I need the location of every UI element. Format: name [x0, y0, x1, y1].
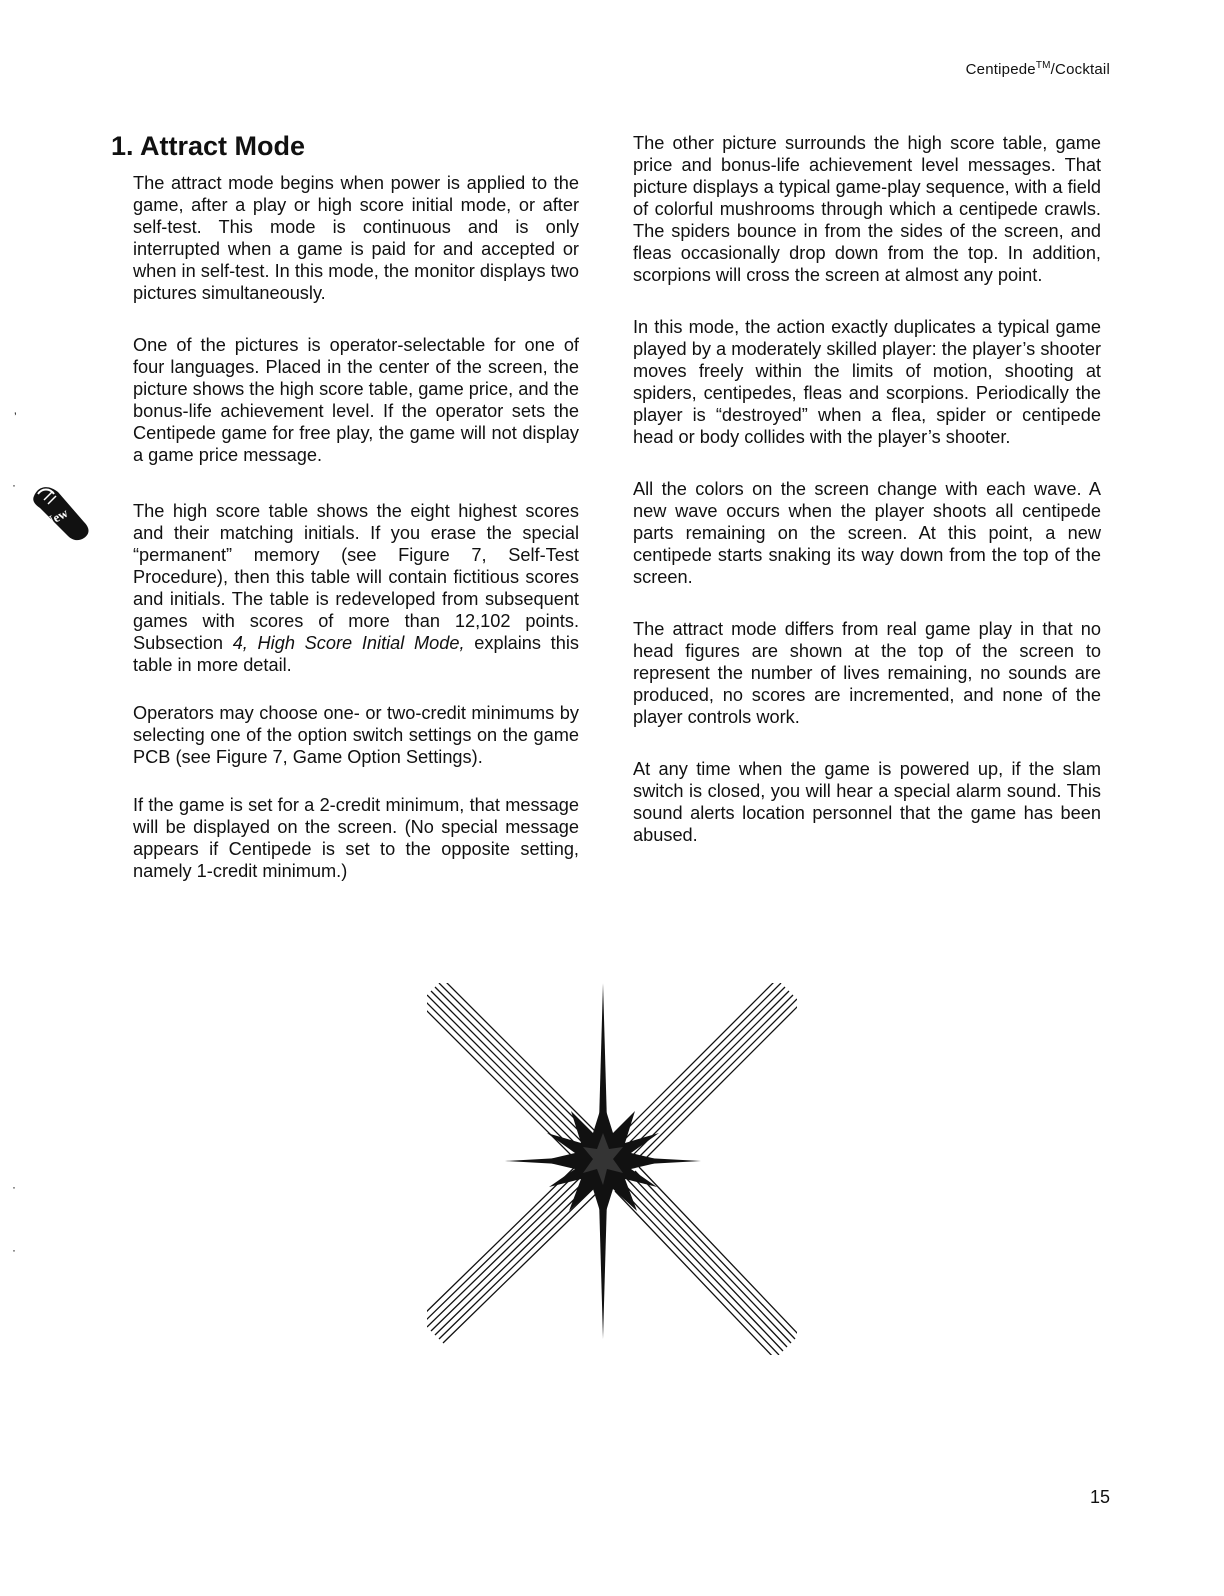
scan-mark: ·	[12, 478, 16, 492]
subsection-reference: 4, High Score Initial Mode,	[232, 633, 465, 653]
new-badge-label: New	[41, 505, 71, 530]
left-column	[111, 130, 579, 908]
hatch-arm-top-left	[427, 983, 603, 1163]
scan-mark: ·	[12, 1243, 16, 1257]
high-score-paragraph	[133, 500, 579, 676]
pointing-hand-new-icon	[28, 482, 94, 546]
scan-mark: ’	[14, 410, 17, 424]
paragraph: All the colors on the screen change with each wave. A new wave occurs when the player shoots all centipede parts remaining on the screen. At this point, a new centipede starts snaking its way down from the top of the screen.	[633, 479, 1101, 587]
scan-mark: ·	[12, 1180, 16, 1194]
header-game: Centipede	[965, 61, 1036, 78]
running-header	[966, 60, 1110, 78]
paragraph: One of the pictures is operator-selectable for one of four languages. Placed in the center of the screen, the picture shows the high score table, game price, and the bonus-life achievement level. If the operator sets the Centipede game for free play, the game will not display a game price message.	[133, 335, 579, 465]
right-column	[633, 132, 1101, 872]
starburst-illustration	[427, 983, 797, 1355]
hatch-arm-top-right	[617, 983, 797, 1163]
hatch-arm-bottom-right	[615, 1167, 797, 1355]
high-score-text-end: explains this table in more detail.	[133, 633, 579, 675]
paragraph: In this mode, the action exactly duplicates a typical game played by a moderately skilled player: the player’s shooter moves freely within the limits of motion, shooting at spiders, centipedes, fleas and scorpions. Periodically the player is “destroyed” when a flea, spider or centipede head or body collides with the player’s shooter.	[633, 317, 1101, 447]
high-score-text: The high score table shows the eight highest scores and their matching initials. If you erase the special “permanent” memory (see Figure 7, Self-Test Procedure), then this table will contain fictitious scores and initials. The table is redeveloped from subsequent games with scores of more than 12,102 points. Subsection	[133, 501, 579, 653]
paragraph: The attract mode differs from real game play in that no head figures are shown at the top of the screen to represent the number of lives remaining, no sounds are produced, no scores are incremented, and none of the player controls work.	[633, 619, 1101, 727]
paragraph: At any time when the game is powered up, if the slam switch is closed, you will hear a special alarm sound. This sound alerts location personnel that the game has been abused.	[633, 759, 1101, 845]
header-variant: /Cocktail	[1050, 61, 1110, 78]
hatch-arm-bottom-left	[427, 1163, 603, 1343]
paragraph: The other picture surrounds the high score table, game price and bonus-life achievement level messages. That picture displays a typical game-play sequence, with a field of colorful mushrooms through which a centipede crawls. The spiders bounce in from the sides of the screen, and fleas occasionally drop down from the top. In addition, scorpions will cross the screen at almost any point.	[633, 133, 1101, 285]
paragraph: The attract mode begins when power is applied to the game, after a play or high score initial mode, or after self-test. This mode is continuous and is only interrupted when a game is paid for and accepted or when in self-test. In this mode, the monitor displays two pictures simultaneously.	[133, 173, 579, 303]
section-title: 1. Attract Mode	[111, 131, 306, 161]
paragraph: If the game is set for a 2-credit minimum, that message will be displayed on the screen. (No special message appears if Centipede is set to the opposite setting, namely 1-credit minimum.)	[133, 795, 579, 881]
page-number: 15	[1089, 1487, 1110, 1507]
header-trademark: TM	[1035, 60, 1051, 71]
paragraph: Operators may choose one- or two-credit minimums by selecting one of the option switch settings on the game PCB (see Figure 7, Game Option Settings).	[133, 703, 579, 767]
